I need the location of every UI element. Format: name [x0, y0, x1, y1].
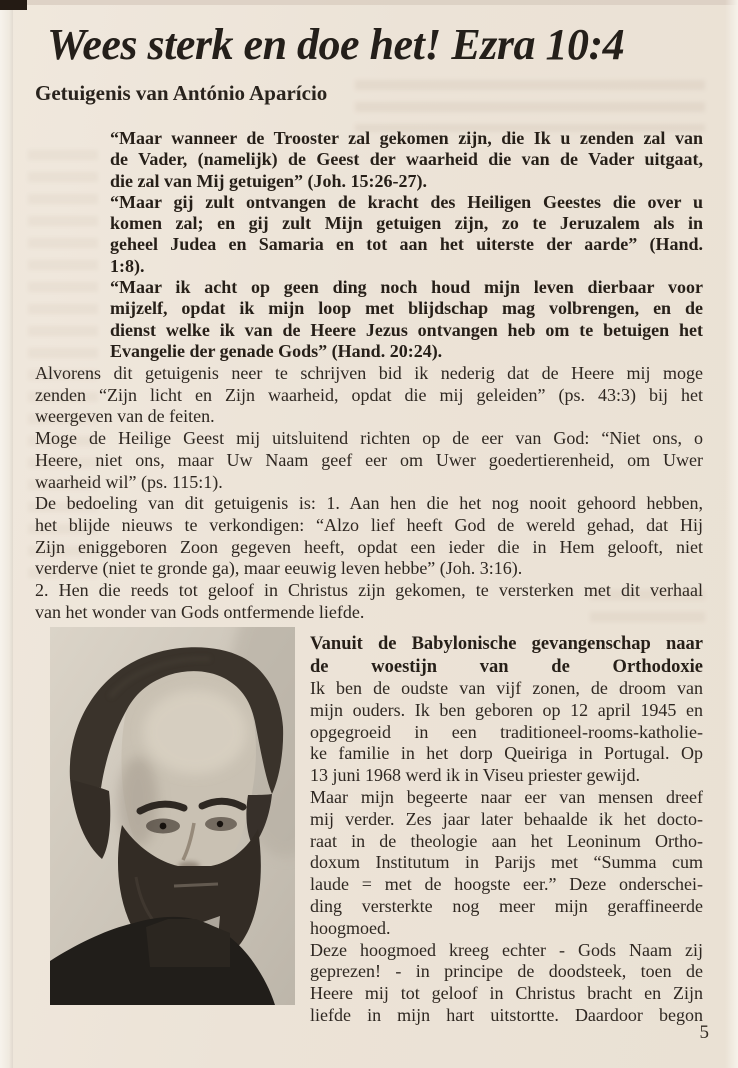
page-subtitle: Getuigenis van António Aparício — [35, 81, 328, 105]
quote-hand-1-8: “Maar gij zult ontvangen de kracht des Heiligen Geestes die over u komen zal; en gij zult Mijn getuigen zijn, zo te Jeruzalem als in geheel Judea en Samaria en tot aan het uiterste der aarde” (Hand. 1:8). — [110, 191, 703, 276]
paragraph-conversion: Deze hoogmoed kreeg echter - Gods Naam zij geprezen! - in principe de doodsteek, toen de Heere mij tot geloof in Christus bracht en Zijn liefde in mijn hart uitstortte. Daardoor begon — [310, 939, 703, 1025]
intro-paragraphs — [35, 363, 703, 623]
page-number: 5 — [699, 1022, 709, 1043]
portrait-photo-image — [50, 627, 295, 1005]
paragraph-doctorate: Maar mijn begeerte naar eer van mensen dreef mij verder. Zes jaar later behaalde ik het docto- raat in de theologie aan het Leoninum Ortho- doxum Institutum in Parijs met “Summa cum laude = met de hoogste eer.” Deze onderschei- ding versterkte nog meer mijn geraffineerde hoogmoed. — [310, 786, 703, 938]
quote-hand-20-24: “Maar ik acht op geen ding noch houd mijn leven dierbaar voor mijzelf, opdat ik mijn loop met blijdschap mag volbrengen, en de dienst welke ik van de Heere Jezus ontvangen heb om te betuigen het Evangelie der genade Gods” (Hand. 20:24). — [110, 277, 703, 361]
page-right-edge — [725, 0, 738, 1068]
paragraph-origins: Ik ben de oudste van vijf zonen, de droom van mijn ouders. Ik ben geboren op 12 april 1945 en opgegroeid in een traditioneel-rooms-katholie- ke familie in het dorp Queiriga in Portugal. Op 13 juni 1968 werd ik in Viseu priester gewijd. — [310, 678, 703, 786]
paragraph-purpose-1: De bedoeling van dit getuigenis is: 1. Aan hen die het nog nooit gehoord hebben, het blijde nieuws te verkondigen: “Alzo lief heeft God de wereld gehad, dat Hij Zijn eniggeboren Zoon gegeven heeft, opdat een ieder die in Hem gelooft, niet verderve (niet te gronde ga), maar eeuwig leven hebbe” (Joh. 3:16). — [35, 493, 703, 579]
paragraph-prayer: Moge de Heilige Geest mij uitsluitend richten op de eer van God: “Niet ons, o Heere, niet ons, maar Uw Naam geef eer om Uwer goedertierenheid, om Uwer waarheid wil” (ps. 115:1). — [35, 428, 703, 492]
quote-joh-15-26-27: “Maar wanneer de Trooster zal gekomen zijn, die Ik u zenden zal van de Vader, (namelijk) de Geest der waarheid die van de Vader uitgaat, die zal van Mij getuigen” (Joh. 15:26-27). — [110, 128, 703, 191]
portrait-photo — [50, 627, 295, 1005]
ink-bleedthrough — [355, 80, 705, 132]
page-top-edge — [0, 0, 738, 5]
scan-corner-shadow — [0, 0, 27, 10]
testimony-section — [310, 633, 703, 1027]
scripture-quote-block — [110, 128, 703, 362]
page-left-edge — [0, 0, 13, 1068]
page-title: Wees sterk en doe het! Ezra 10:4 — [47, 20, 625, 69]
paragraph-intent: Alvorens dit getuigenis neer te schrijven bid ik nederig dat de Heere mij moge zenden “Zijn licht en Zijn waarheid, opdat die mij geleiden” (ps. 43:3) bij het weergeven van de feiten. — [35, 363, 703, 427]
section-heading: Vanuit de Babylonische gevangenschap naar de woestijn van de Orthodoxie — [310, 634, 703, 677]
paragraph-purpose-2: 2. Hen die reeds tot geloof in Christus zijn gekomen, te versterken met dit verhaal van het wonder van Gods ontfermende liefde. — [35, 580, 703, 622]
